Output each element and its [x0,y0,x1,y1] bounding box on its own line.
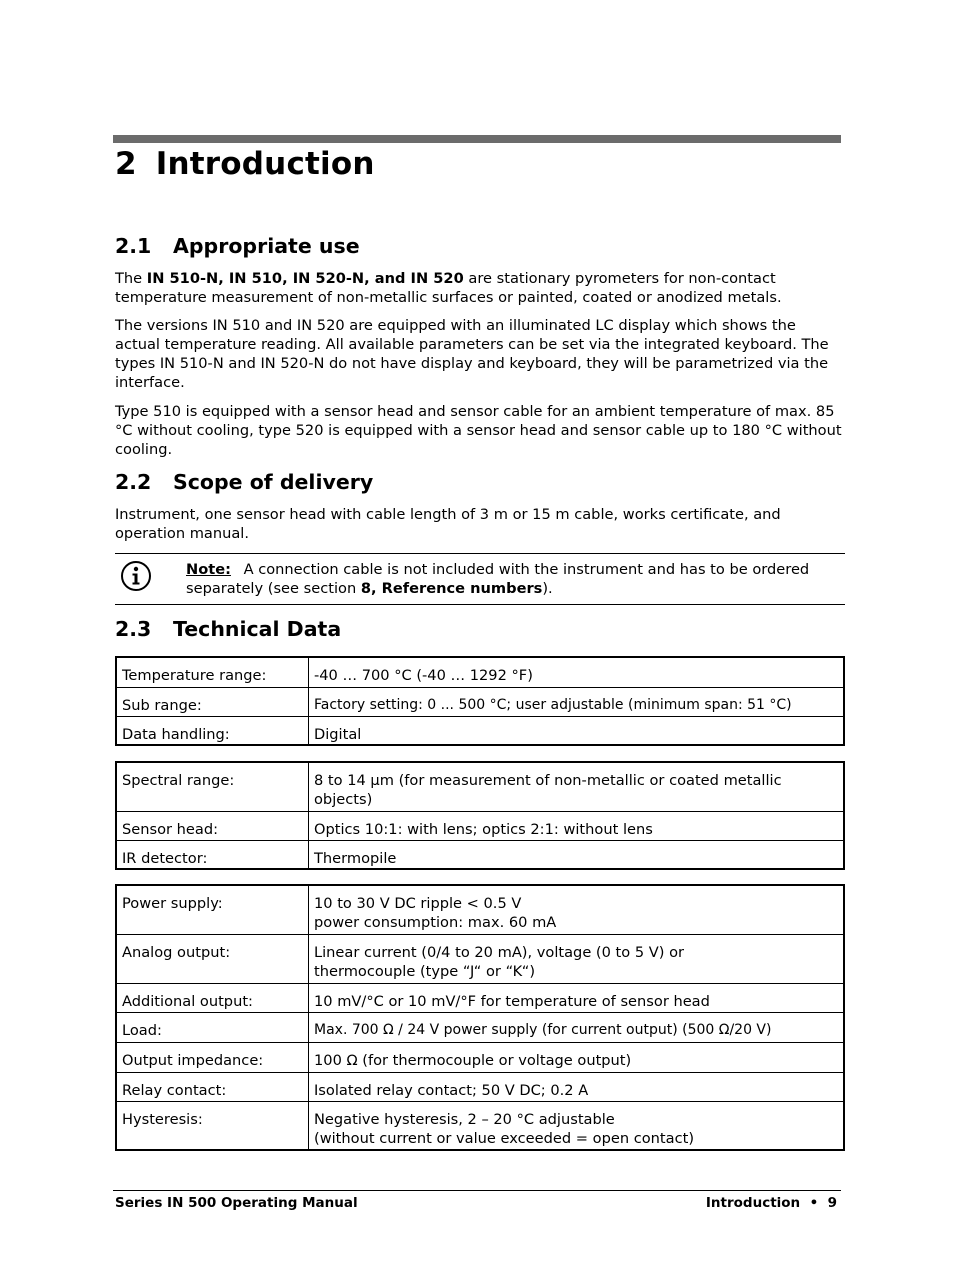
chapter-top-rule [113,135,841,143]
table-row: Analog output: Linear current (0/4 to 20 mA), voltage (0 to 5 V) or thermocouple (type “J“ or “K“) [116,934,844,983]
note-reference-link: 8, Reference numbers [360,580,543,597]
paragraph-scope-of-delivery: Instrument, one sensor head with cable length of 3 m or 15 m cable, works certificate, and operation manual. [115,506,781,542]
paragraph-appropriate-use-2: The versions IN 510 and IN 520 are equipped with an illuminated LC display which shows the actual temperature reading. All available parameters can be set via the integrated keyboard. The types IN 510-N and IN 520-N do not have display and keyboard, they will be parametrized via the interface. [115,317,829,391]
chapter-title [115,146,375,182]
note-box [115,553,845,605]
table-row: IR detector: Thermopile [116,840,844,869]
table-row: Temperature range: -40 … 700 °C (-40 … 1292 °F) [116,657,844,687]
table-row: Power supply: 10 to 30 V DC ripple < 0.5 V power consumption: max. 60 mA [116,885,844,934]
table-row: Spectral range: 8 to 14 µm (for measurement of non-metallic or coated metallic objects) [116,762,844,811]
table-row: Additional output: 10 mV/°C or 10 mV/°F for temperature of sensor head [116,983,844,1012]
table-row: Output impedance: 100 Ω (for thermocouple or voltage output) [116,1042,844,1072]
table-row: Load: Max. 700 Ω / 24 V power supply (for current output) (500 Ω/20 V) [116,1012,844,1042]
section-heading-2-1: 2.1 Appropriate use [115,234,360,258]
tech-table-optics [115,761,845,870]
table-row: Data handling: Digital [116,716,844,745]
note-text: Note: A connection cable is not included with the instrument and has to be ordered separately (see section 8, Reference numbers). [186,561,810,597]
paragraph-appropriate-use-1: The IN 510-N, IN 510, IN 520-N, and IN 520 are stationary pyrometers for non-contact temperature measurement of non-metallic surfaces or painted, coated or anodized metals. [115,270,782,306]
paragraph-appropriate-use-3: Type 510 is equipped with a sensor head and sensor cable for an ambient temperature of max. 85 °C without cooling, type 520 is equipped with a sensor head and sensor cable up to 180 °C without cooling. [115,403,842,458]
chapter-title-text: Introduction [155,146,375,182]
table-row: Hysteresis: Negative hysteresis, 2 – 20 °C adjustable (without current or value exceeded = open contact) [116,1101,844,1150]
section-heading-2-3: 2.3 Technical Data [115,617,342,641]
section-heading-2-2: 2.2 Scope of delivery [115,470,374,494]
chapter-number: 2 [115,146,137,182]
table-row: Sub range: Factory setting: 0 ... 500 °C; user adjustable (minimum span: 51 °C) [116,687,844,716]
footer-page-number: Introduction • 9 [705,1195,837,1211]
tech-table-electrical [115,884,845,1151]
footer-manual-title: Series IN 500 Operating Manual [115,1195,358,1211]
footer-rule [113,1190,841,1191]
tech-table-temperature [115,656,845,746]
table-row: Relay contact: Isolated relay contact; 50 V DC; 0.2 A [116,1072,844,1101]
table-row: Sensor head: Optics 10:1: with lens; optics 2:1: without lens [116,811,844,840]
note-label: Note: [186,561,231,578]
info-icon [120,560,152,592]
